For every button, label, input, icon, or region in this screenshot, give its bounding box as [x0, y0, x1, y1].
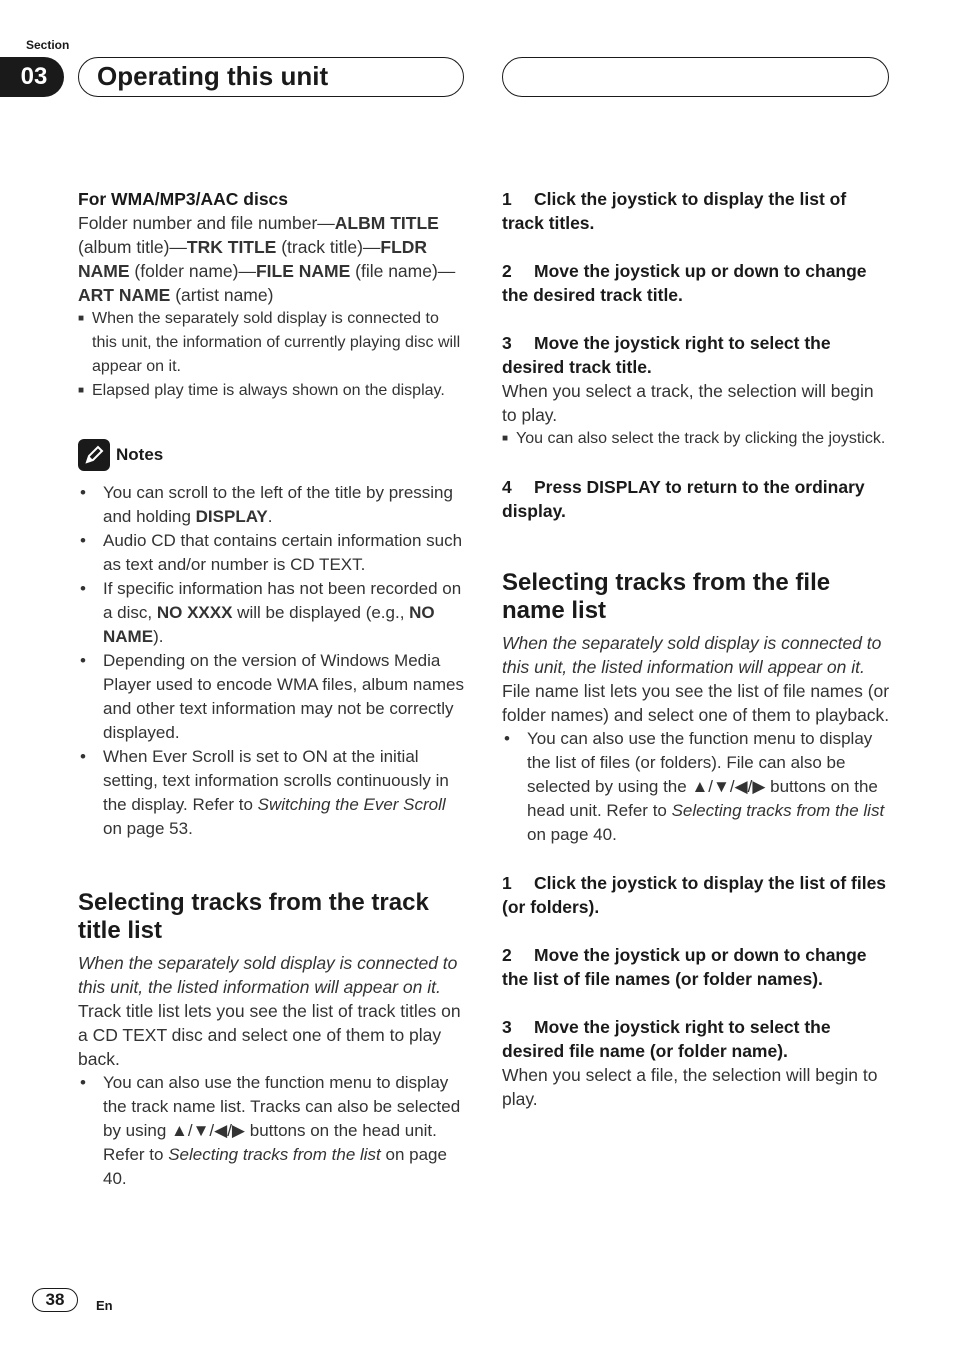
section-number-badge: 03 [0, 57, 64, 97]
track-title-list-heading: Selecting tracks from the track title list [78, 889, 429, 944]
albm-title-label: ALBM TITLE [334, 213, 439, 233]
text-run: will be displayed (e.g., [232, 603, 410, 622]
step-number: 2 [502, 261, 512, 281]
track-step-3-note: ■ You can also select the track by clicking the joystick. [502, 427, 892, 451]
cross-reference: Selecting tracks from the list [671, 801, 885, 820]
pencil-icon [78, 439, 110, 471]
track-step-3 [502, 331, 892, 379]
step-number: 4 [502, 477, 512, 497]
text-run: on page 40. [103, 1145, 447, 1188]
text-run: You can scroll to the left of the title by pressing and holding [103, 483, 453, 526]
file-name-list-heading: Selecting tracks from the file name list [502, 569, 831, 624]
display-button-label: DISPLAY [195, 507, 268, 526]
list-item: • Depending on the version of Windows Media Player used to encode WMA files, album names and other text information may not be correctly displayed. [78, 649, 466, 745]
text-run: (file name)— [350, 261, 456, 281]
step-number: 1 [502, 873, 512, 893]
file-list-body: File name list lets you see the list of file names (or folder names) and select one of them to playback. [502, 681, 890, 725]
text-run: Folder number and file number— [78, 213, 335, 233]
cross-reference: Switching the Ever Scroll [257, 795, 446, 814]
file-step-1 [502, 871, 892, 919]
list-item [78, 577, 466, 649]
text-run: (album title)— [78, 237, 187, 257]
cross-reference: Selecting tracks from the list [168, 1145, 381, 1164]
notes-header [78, 439, 466, 471]
header-blank-box [502, 57, 889, 97]
step-number: 3 [502, 1017, 512, 1037]
track-list-bullets [78, 1071, 466, 1191]
step-text: Move the joystick up or down to change the desired track title. [502, 261, 867, 305]
notes-list [78, 481, 466, 841]
page-title: Operating this unit [78, 57, 464, 97]
wma-display-sequence [78, 211, 466, 307]
no-xxxx-label: NO XXXX [156, 603, 233, 622]
text-run: (folder name)— [129, 261, 256, 281]
note-separate-display: ■ When the separately sold display is connected to this unit, the information of currently playing disc will appear on it. [78, 307, 466, 379]
no-name-label: NO NAME [103, 603, 435, 646]
step-number: 3 [502, 333, 512, 353]
language-label: En [96, 1298, 113, 1313]
step-text: Move the joystick right to select the desired track title. [502, 333, 831, 377]
text-run: You can also use the function menu to display the list of files (or folders). File can also be selected by using the ▲/▼/◀/▶ buttons on the head unit. Refer to [527, 729, 878, 820]
track-list-body: Track title list lets you see the list of track titles on a CD TEXT disc and select one of them to play back. [78, 1001, 461, 1069]
list-item: • Audio CD that contains certain information such as text and/or number is CD TEXT. [78, 529, 466, 577]
track-step-2 [502, 259, 892, 307]
list-item [78, 745, 466, 841]
list-item [502, 727, 892, 847]
text-run: on page 40. [527, 825, 617, 844]
step-text: Click the joystick to display the list of track titles. [502, 189, 847, 233]
file-name-label: FILE NAME [255, 261, 351, 281]
text-run: ). [153, 627, 164, 646]
file-list-bullets [502, 727, 892, 847]
track-step-3-body: When you select a track, the selection will begin to play. [502, 381, 874, 425]
text-run: on page 53. [103, 819, 193, 838]
file-step-2 [502, 943, 892, 991]
trk-title-label: TRK TITLE [186, 237, 277, 257]
note-elapsed-time: ■ Elapsed play time is always shown on the display. [78, 379, 466, 403]
track-step-1 [502, 187, 892, 235]
step-number: 1 [502, 189, 512, 209]
file-list-intro: When the separately sold display is connected to this unit, the listed information will appear on it. [502, 633, 882, 677]
text-run: (artist name) [170, 285, 274, 305]
section-label: Section [26, 38, 70, 52]
text-run: When Ever Scroll is set to ON at the initial setting, text information scrolls continuously in the display. Refer to [103, 747, 449, 814]
left-column [78, 187, 466, 1191]
step-text: Click the joystick to display the list of files (or folders). [502, 873, 887, 917]
wma-heading: For WMA/MP3/AAC discs [78, 189, 289, 209]
file-step-3 [502, 1015, 892, 1063]
track-step-4 [502, 475, 892, 523]
track-list-intro: When the separately sold display is connected to this unit, the listed information will appear on it. [78, 953, 458, 997]
right-column [502, 187, 892, 1111]
step-text: Move the joystick right to select the desired file name (or folder name). [502, 1017, 831, 1061]
step-text: Move the joystick up or down to change the list of file names (or folder names). [502, 945, 867, 989]
list-item [78, 481, 466, 529]
text-run: If specific information has not been recorded on a disc, [103, 579, 462, 622]
art-name-label: ART NAME [78, 285, 171, 305]
text-run: . [267, 507, 273, 526]
notes-label: Notes [116, 445, 164, 464]
page-number: 38 [32, 1288, 78, 1312]
list-item [78, 1071, 466, 1191]
text-run: You can also use the function menu to display the track name list. Tracks can also be selected by using ▲/▼/◀/▶ buttons on the head unit. Refer to [103, 1073, 461, 1164]
fldr-name-label: FLDR NAME [78, 237, 428, 281]
file-step-3-body: When you select a file, the selection will begin to play. [502, 1065, 878, 1109]
text-run: (track title)— [276, 237, 381, 257]
step-number: 2 [502, 945, 512, 965]
step-text: Press DISPLAY to return to the ordinary display. [502, 477, 865, 521]
